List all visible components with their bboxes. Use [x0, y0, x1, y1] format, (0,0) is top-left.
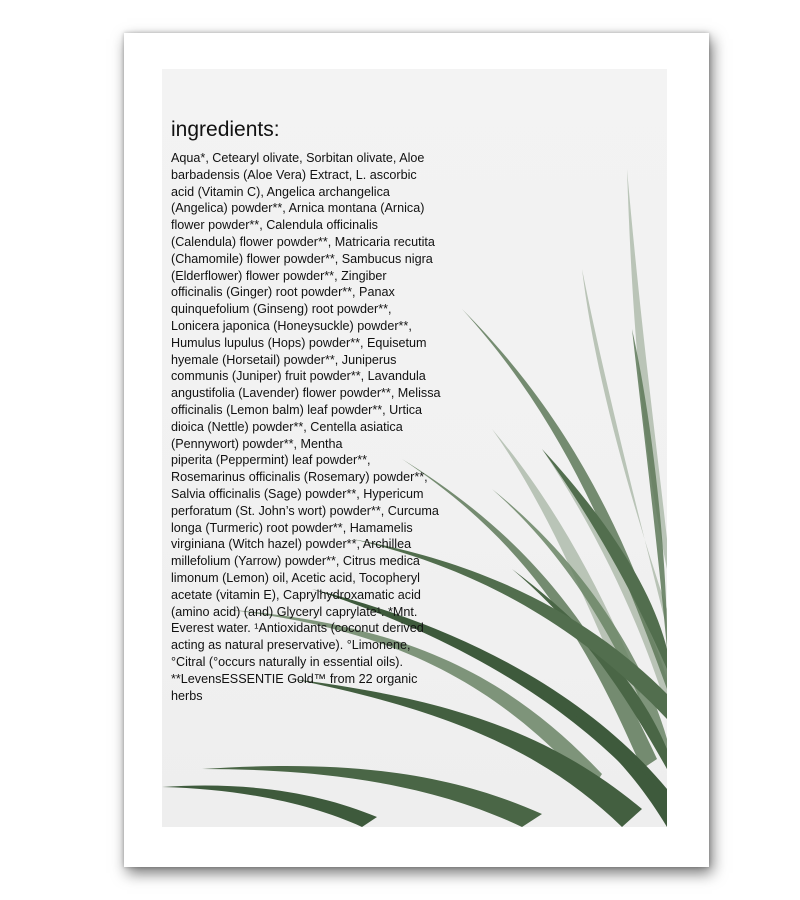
ingredients-list-text: Aqua*, Cetearyl olivate, Sorbitan olivate, Aloe barbadensis (Aloe Vera) Extract, L. ascorbic acid (Vitamin C), Angelica archangelica (Angelica) powder**, Arnica montana (Arnica) flower powder**, Calendula officinalis (Calendula) flower powder**, Matricaria recutita (Chamomile) flower powder**, Sambucus nigra (Elderflower) flower powder**, Zingiber officinalis (Ginger) root powder**, Panax quinquefolium (Ginseng) root powder**, Lonicera japonica (Honeysuckle) powder**, Humulus lupulus (Hops) powder**, Equisetum hyemale (Horsetail) powder**, Juniperus communis (Juniper) fruit powder**, Lavandula angustifolia (Lavender) flower powder**, Melissa officinalis (Lemon balm) leaf powder**, Urtica dioica (Nettle) powder**, Centella asiatica (Pennywort) powder**, Mentha piperita (Peppermint) leaf powder**, Rosemarinus officinalis (Rosemary) powder**, Salvia officinalis (Sage) powder**, Hypericum perforatum (St. John’s wort) powder**, Curcuma longa (Turmeric) root powder**, Hamamelis virginiana (Witch hazel) powder**, Archillea millefolium (Yarrow) powder**, Citrus medica limonum (Lemon) oil, Acetic acid, Tocopheryl acetate (vitamin E), Caprylhydroxamatic acid (amino acid) (and) Glyceryl caprylate¹. *Mnt. Everest water. ¹Antioxidants (coconut derived acting as natural preservative). °Limonene, °Citral (°occurs naturally in essential oils). **LevensESSENTIE Gold™ from 22 organic herbs	[171, 151, 441, 703]
ingredients-heading: ingredients:	[171, 118, 280, 141]
ingredients-block	[171, 116, 481, 704]
